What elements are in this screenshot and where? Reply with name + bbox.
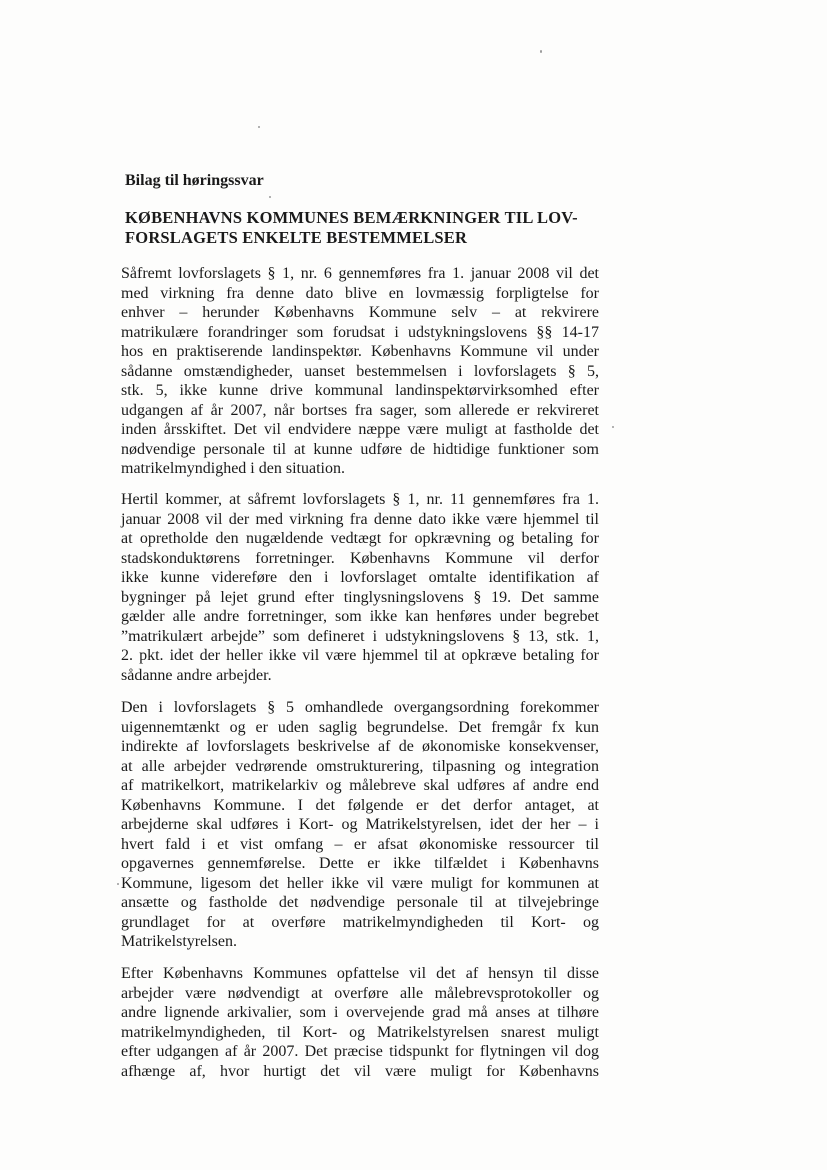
text-line: inden årsskiftet. Det vil endvidere næppe være muligt at fastholde det <box>121 421 599 438</box>
scan-speck <box>258 126 260 128</box>
title-line: KØBENHAVNS KOMMUNES BEMÆRKNINGER TIL LOV- <box>125 208 578 227</box>
text-line: januar 2008 vil der med virkning fra denne dato ikke være hjemmel til <box>121 510 599 528</box>
text-line: efter udgangen af år 2007. Det præcise tidspunkt for flytningen vil dog <box>121 1043 599 1060</box>
text-line: nødvendige personale til at kunne udføre de hidtidige funktioner som <box>121 440 599 458</box>
text-line: stadskonduktørens forretninger. Københavns Kommune vil derfor <box>121 549 599 567</box>
text-line: indirekte af lovforslagets beskrivelse af de økonomiske konsekvenser, <box>121 738 599 755</box>
text-line: grundlaget for at overføre matrikelmyndigheden til Kort- og <box>121 913 599 931</box>
text-line: uigennemtænkt og er uden saglig begrundelse. Det fremgår fx kun <box>121 718 599 736</box>
scan-speck <box>269 196 271 198</box>
text-line: arbejder være nødvendigt at overføre alle målebrevsprotokoller og <box>121 984 599 1002</box>
document-label: Bilag til høringssvar <box>125 172 264 189</box>
scan-speck <box>540 50 542 53</box>
text-line: Matrikelstyrelsen. <box>121 933 237 950</box>
text-line: af matrikelkort, matrikelarkiv og målebreve skal udføres af andre end <box>121 777 599 794</box>
title-line: FORSLAGETS ENKELTE BESTEMMELSER <box>125 228 468 247</box>
text-line: andre lignende arkivalier, som i overvejende grad må anses at tilhøre <box>121 1004 599 1021</box>
text-line: hos en praktiserende landinspektør. Københavns Kommune vil under <box>121 343 599 360</box>
text-line: 2. pkt. idet der heller ikke vil være hjemmel til at opkræve betaling for <box>121 647 599 664</box>
text-line: arbejderne skal udføres i Kort- og Matrikelstyrelsen, idet der her – i <box>121 816 599 833</box>
text-line: Efter Københavns Kommunes opfattelse vil det af hensyn til disse <box>121 965 599 982</box>
text-line: sådanne omstændigheder, uanset bestemmelsen i lovforslagets § 5, <box>121 362 599 380</box>
text-line: bygninger på lejet grund efter tinglysningslovens § 19. Det samme <box>121 588 599 606</box>
text-line: at opretholde den nugældende vedtægt for opkrævning og betaling for <box>121 530 599 547</box>
text-line: Såfremt lovforslagets § 1, nr. 6 gennemføres fra 1. januar 2008 vil det <box>121 265 599 282</box>
text-line: ”matrikulært arbejde” som defineret i udstykningslovens § 13, stk. 1, <box>121 627 599 645</box>
scan-speck <box>612 426 614 428</box>
text-line: at alle arbejder vedrørende omstrukturering, tilpasning og integration <box>121 757 599 775</box>
paragraph-2 <box>121 490 599 685</box>
text-line: Hertil kommer, at såfremt lovforslagets § 1, nr. 11 gennemføres fra 1. <box>121 491 599 508</box>
text-line: opgavernes gennemførelse. Dette er ikke tilfældet i Københavns <box>121 855 599 872</box>
paragraph-4 <box>121 964 599 1081</box>
text-line: matrikelmyndighed i den situation. <box>121 460 345 477</box>
text-line: afhænge af, hvor hurtigt det vil være muligt for Københavns <box>121 1062 599 1080</box>
text-line: udgangen af år 2007, når bortses fra sager, som allerede er rekvireret <box>121 401 599 419</box>
scan-speck <box>117 883 119 885</box>
text-line: enhver – herunder Københavns Kommune selv – at rekvirere <box>121 304 599 321</box>
text-line: matrikelmyndigheden, til Kort- og Matrikelstyrelsen snarest muligt <box>121 1023 599 1041</box>
paragraph-1 <box>121 264 599 479</box>
document-title <box>125 208 610 248</box>
text-line: hvert fald i et vist omfang – er afsat økonomiske ressourcer til <box>121 835 599 853</box>
text-line: sådanne andre arbejder. <box>121 666 272 684</box>
text-line: gælder alle andre forretninger, som ikke kan henføres under begrebet <box>121 608 599 625</box>
text-line: Kommune, ligesom det heller ikke vil være muligt for kommunen at <box>121 874 599 892</box>
text-line: Den i lovforslagets § 5 omhandlede overgangsordning forekommer <box>121 699 599 716</box>
text-line: ikke kunne videreføre den i lovforslaget omtalte identifikation af <box>121 569 599 586</box>
text-line: matrikulære forandringer som forudsat i udstykningslovens §§ 14-17 <box>121 323 599 341</box>
text-line: med virkning fra denne dato blive en lovmæssig forpligtelse for <box>121 284 599 302</box>
text-line: Københavns Kommune. I det følgende er det derfor antaget, at <box>121 796 599 814</box>
paragraph-3 <box>121 698 599 952</box>
text-line: ansætte og fastholde det nødvendige personale til at tilvejebringe <box>121 894 599 911</box>
text-line: stk. 5, ikke kunne drive kommunal landinspektørvirksomhed efter <box>121 382 599 399</box>
